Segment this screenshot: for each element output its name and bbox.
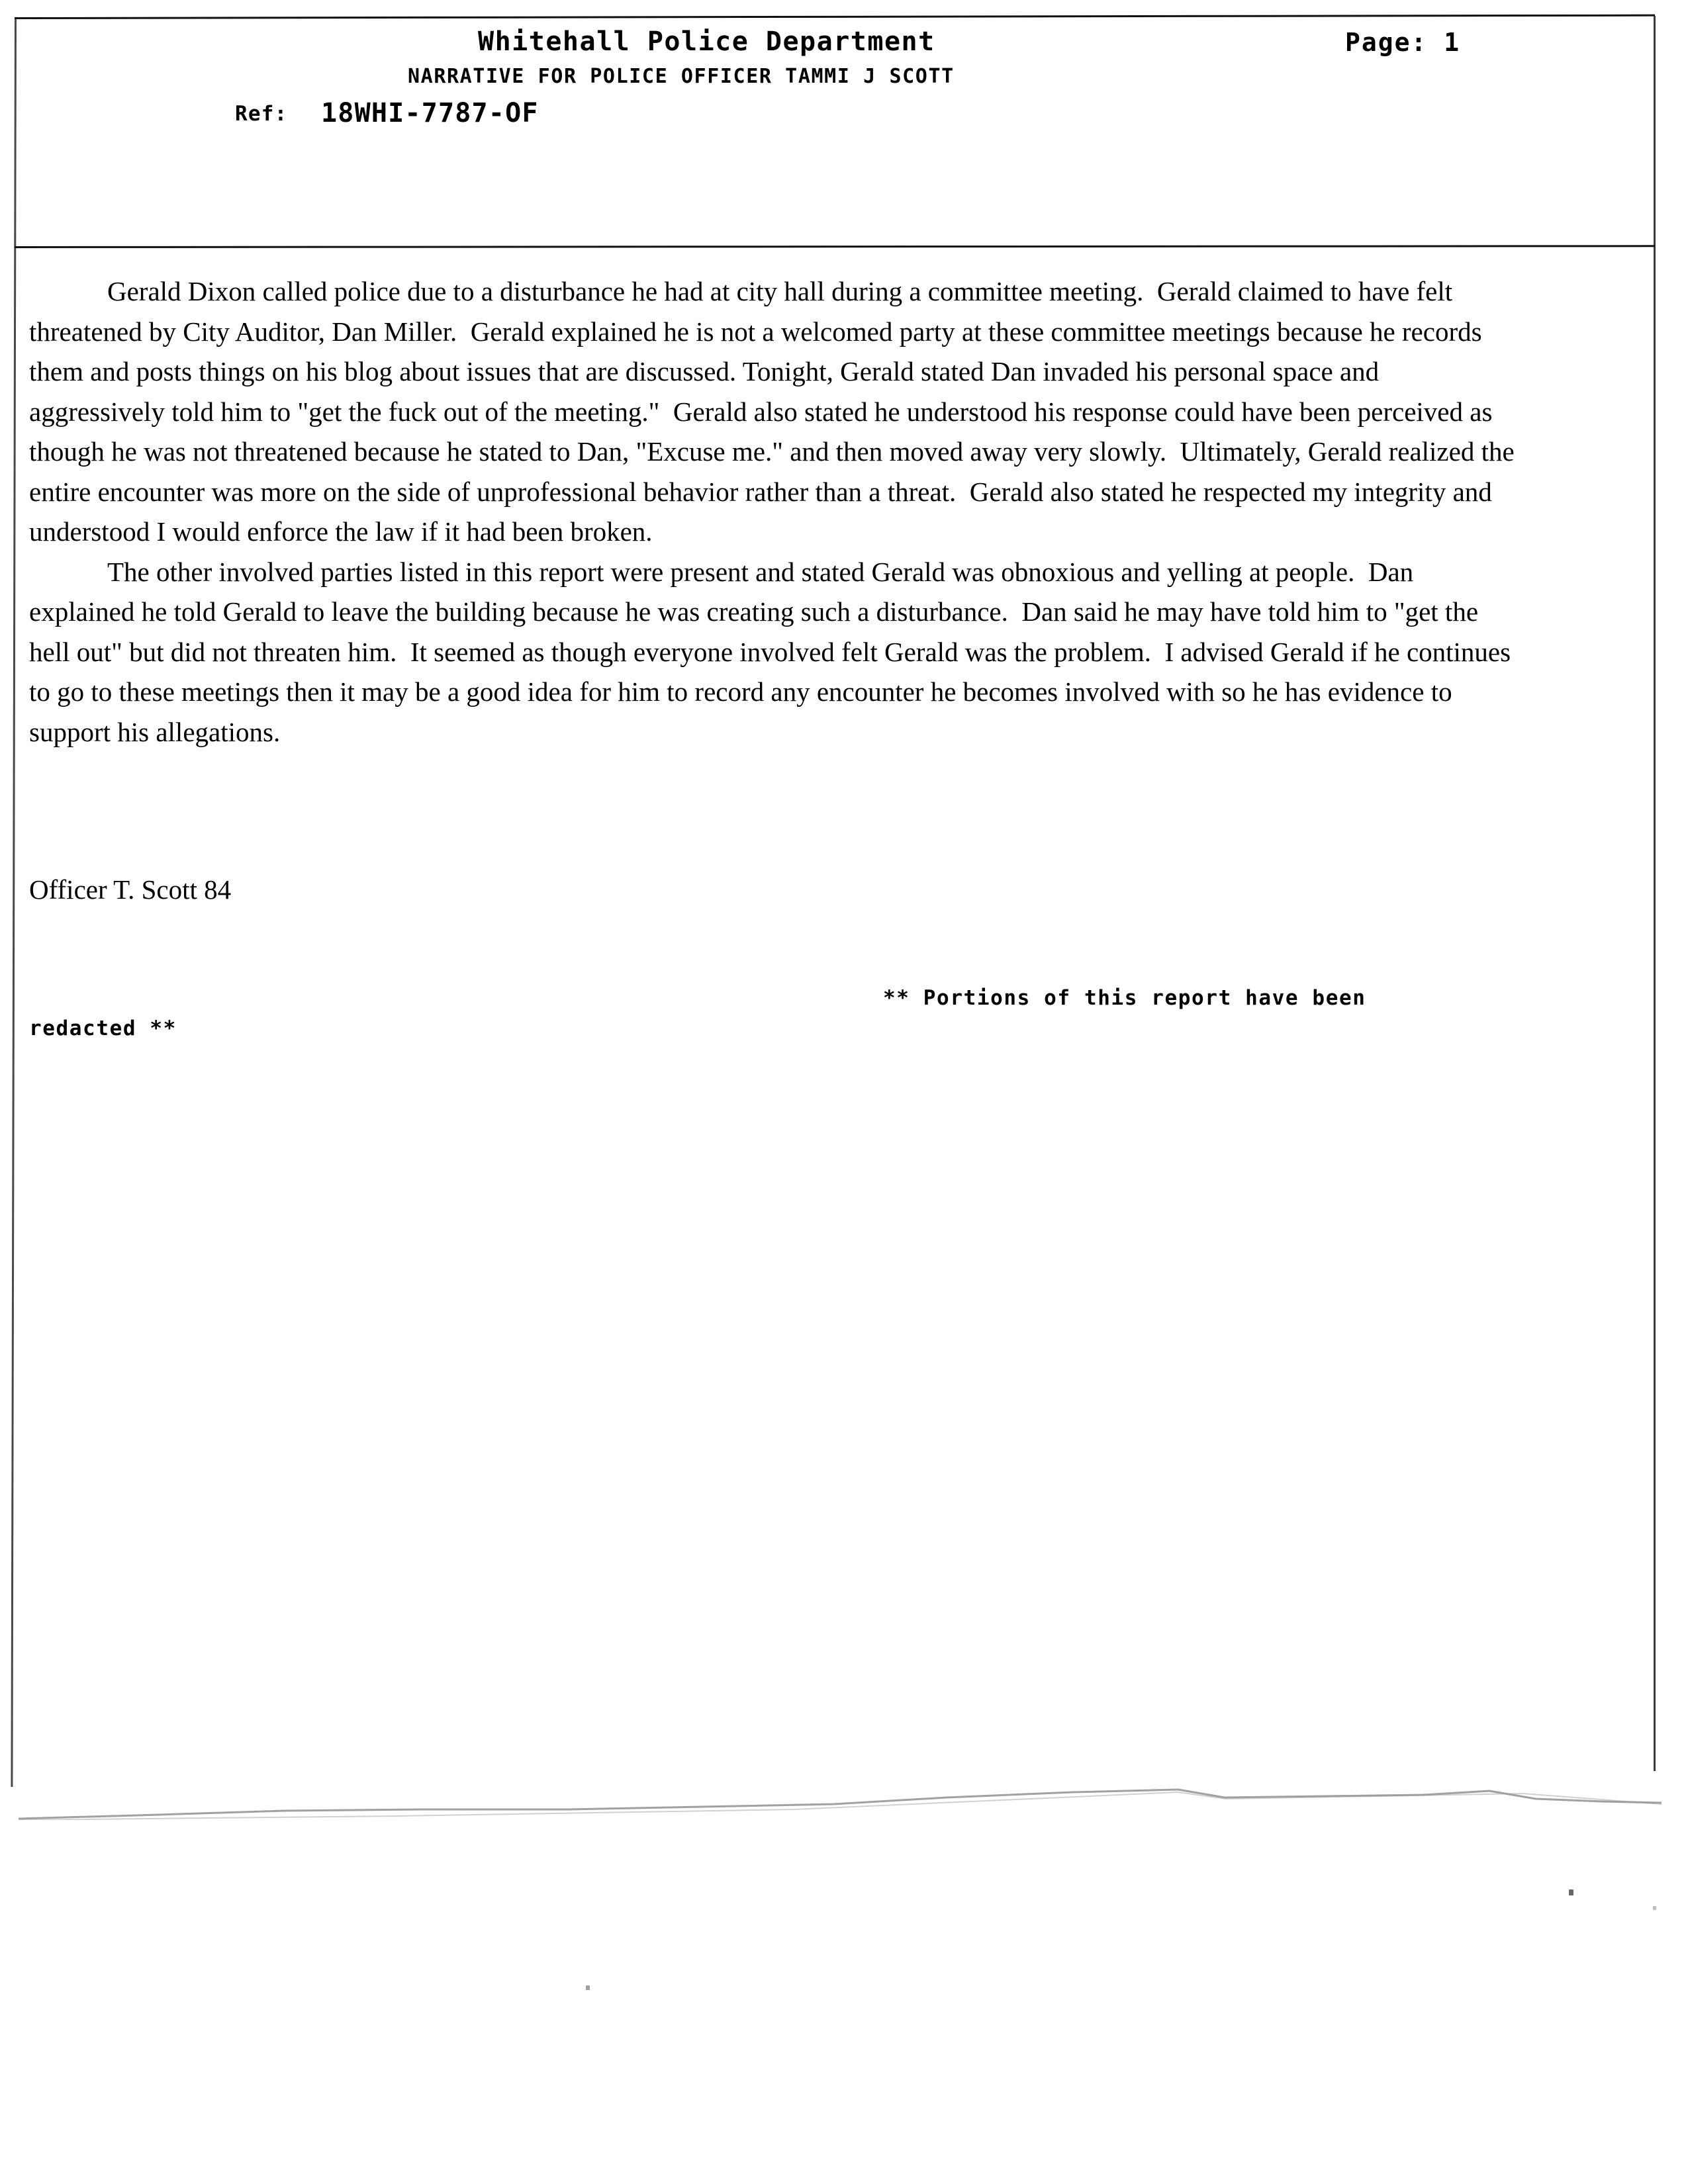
scan-speck xyxy=(586,1985,590,1990)
page-number-label: Page: 1 xyxy=(1345,28,1461,57)
scan-speck xyxy=(1653,1906,1656,1910)
document-frame-right-rule xyxy=(1654,16,1656,1771)
ref-label: Ref: xyxy=(235,102,288,126)
ref-case-number: 18WHI-7787-OF xyxy=(321,98,539,128)
narrative-body xyxy=(29,271,1519,752)
narrative-subtitle: NARRATIVE FOR POLICE OFFICER TAMMI J SCOTT xyxy=(408,65,955,88)
scan-speck xyxy=(1569,1889,1573,1895)
paper-edge-shadow xyxy=(0,1741,1688,1820)
report-header xyxy=(15,19,1655,246)
redaction-notice-line-1: ** Portions of this report have been xyxy=(883,986,1366,1010)
officer-signature-line: Officer T. Scott 84 xyxy=(29,874,232,905)
redaction-notice-line-2: redacted ** xyxy=(29,1017,177,1040)
narrative-paragraph: Gerald Dixon called police due to a disturbance he had at city hall during a committee meeting. Gerald claimed to have felt threatened by City Auditor, Dan Miller. Gerald explained he is not a welcomed party at these committee meetings because he records them and posts things on his blog about issues that are discussed. Tonight, Gerald stated Dan invaded his personal space and aggressively told him to "get the fuck out of the meeting." Gerald also stated he understood his response could have been perceived as though he was not threatened because he stated to Dan, "Excuse me." and then moved away very slowly. Ultimately, Gerald realized the entire encounter was more on the side of unprofessional behavior rather than a threat. Gerald also stated he respected my integrity and understood I would enforce the law if it had been broken. xyxy=(29,276,1521,547)
department-title: Whitehall Police Department xyxy=(478,26,935,57)
narrative-paragraph: The other involved parties listed in this report were present and stated Gerald was obnoxious and yelling at people. Dan explained he told Gerald to leave the building because he was creating such a disturbance. Dan said he may have told him to "get the hell out" but did not threaten him. It seemed as though everyone involved felt Gerald was the problem. I advised Gerald if he continues to go to these meetings then it may be a good idea for him to record any encounter he becomes involved with so he has evidence to support his allegations. xyxy=(29,556,1518,747)
document-frame-left-rule xyxy=(11,19,17,1787)
